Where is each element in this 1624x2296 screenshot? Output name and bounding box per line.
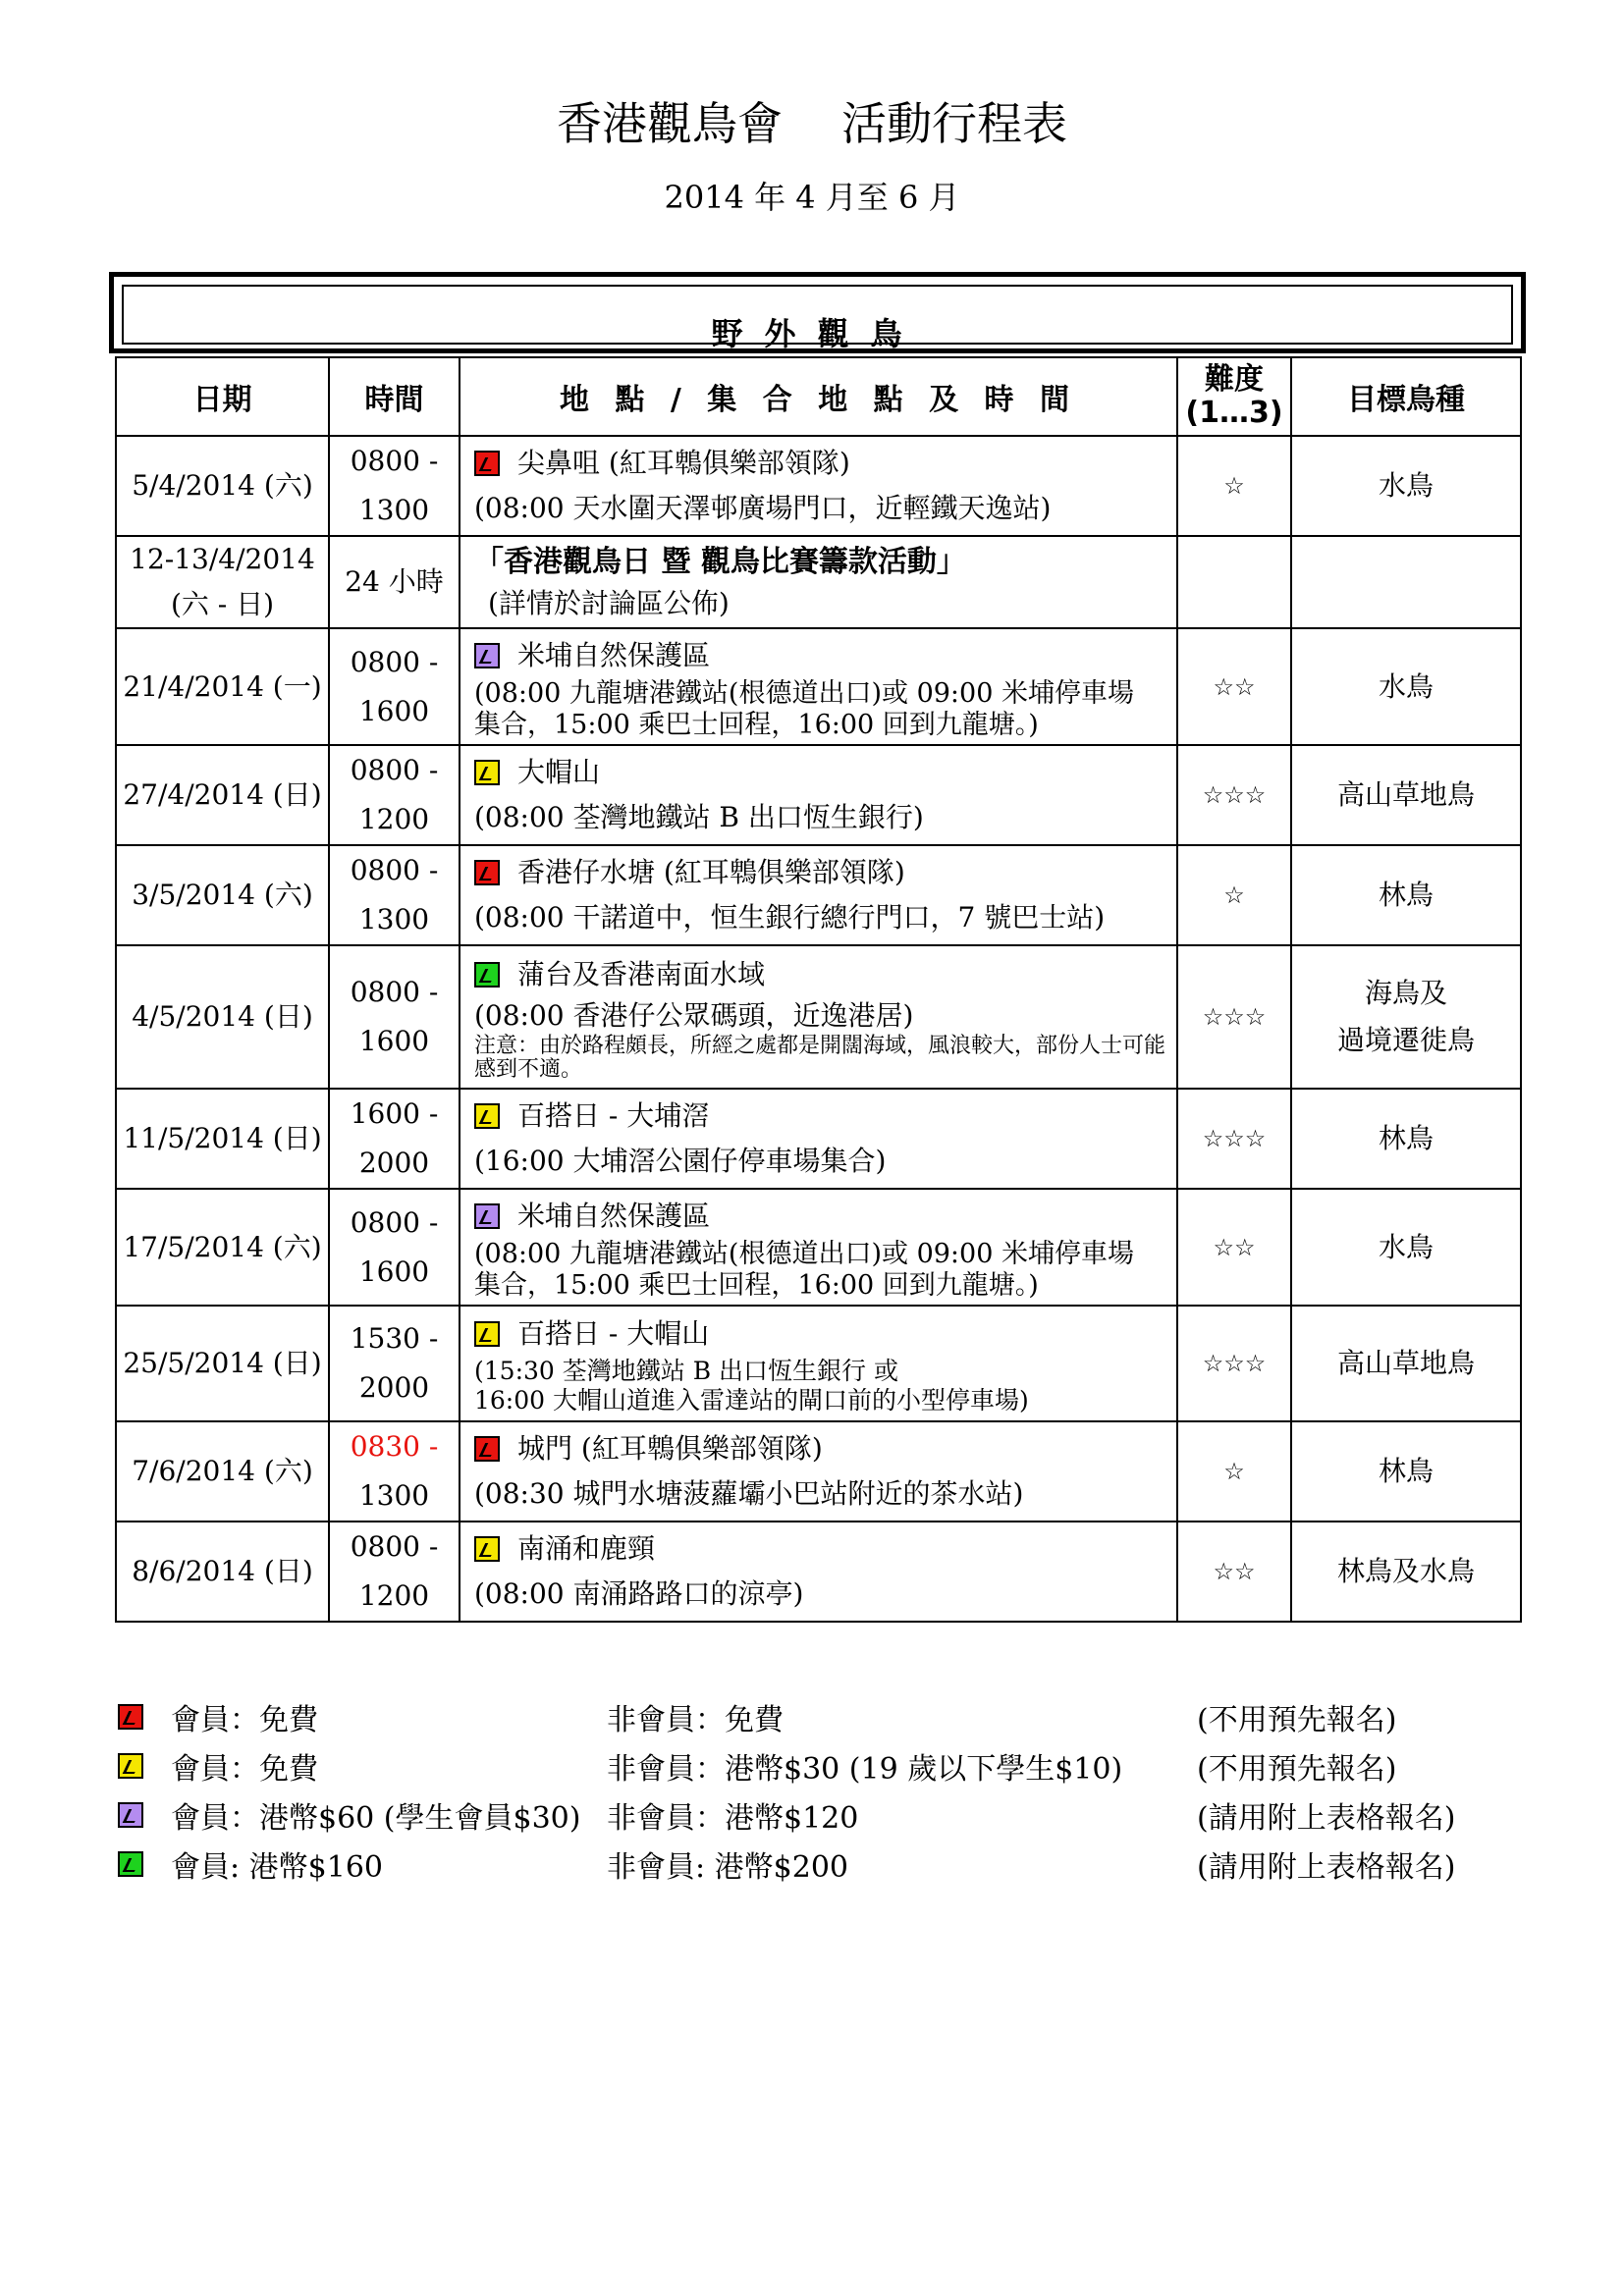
- meeting-point: (08:30 城門水塘菠蘿壩小巴站附近的茶水站): [474, 1477, 1024, 1510]
- row-time: [329, 1522, 460, 1622]
- member-fee: 會員：港幣$60 (學生會員$30): [171, 1801, 581, 1836]
- row-date: 17/5/2014 (六): [116, 1189, 329, 1306]
- col-header-target: 目標鳥種: [1291, 357, 1521, 436]
- row-target: 高山草地鳥: [1291, 745, 1521, 845]
- non-member-fee: 非會員: 港幣$200: [607, 1850, 848, 1885]
- target-line: 海鳥及: [1364, 977, 1447, 1009]
- fee-green-icon: [474, 962, 500, 988]
- registration-note: (請用附上表格報名): [1197, 1850, 1456, 1885]
- member-fee: 會員: 港幣$160: [171, 1850, 383, 1885]
- table-row: [116, 845, 1521, 945]
- target-line: 過境遷徙鳥: [1336, 1024, 1475, 1056]
- table-row: [116, 536, 1521, 628]
- meeting-point: (08:00 荃灣地鐵站 B 出口恆生銀行): [474, 801, 924, 833]
- meeting-point: (15:30 荃灣地鐵站 B 出口恆生銀行 或: [474, 1357, 898, 1385]
- legend-row-purple: [115, 1794, 1529, 1843]
- event-note: (詳情於討論區公佈): [488, 587, 730, 619]
- document-title: 活動行程表: [841, 97, 1067, 150]
- date-days: (六 - 日): [170, 588, 275, 620]
- non-member-fee: 非會員：港幣$120: [607, 1801, 859, 1836]
- table-row: [116, 945, 1521, 1089]
- table-row: [116, 1522, 1521, 1622]
- row-time: [329, 845, 460, 945]
- legend-row-green: [115, 1843, 1529, 1893]
- event-title: 「香港觀鳥日 暨 觀鳥比賽籌款活動」: [474, 545, 966, 579]
- member-fee: 會員：免費: [171, 1703, 318, 1737]
- row-difficulty: ☆☆☆: [1177, 745, 1291, 845]
- row-target: 水鳥: [1291, 628, 1521, 745]
- place-name: 尖鼻咀 (紅耳鵯俱樂部領隊): [517, 447, 850, 479]
- row-time: [329, 1306, 460, 1421]
- place-name: 城門 (紅耳鵯俱樂部領隊): [517, 1432, 823, 1465]
- row-target: 林鳥: [1291, 1421, 1521, 1522]
- row-location: [460, 1089, 1177, 1189]
- time-end: 1300: [358, 494, 430, 526]
- table-header-row: [116, 357, 1521, 436]
- row-time: [329, 1189, 460, 1306]
- col-header-difficulty: [1177, 357, 1291, 436]
- table-row: [116, 436, 1521, 536]
- row-target: [1291, 945, 1521, 1089]
- table-row: [116, 1421, 1521, 1522]
- table-row: [116, 1089, 1521, 1189]
- row-time: [329, 745, 460, 845]
- row-location: [460, 628, 1177, 745]
- fee-legend: [115, 1696, 1529, 1893]
- fee-green-icon: [118, 1851, 143, 1877]
- legend-row-yellow: [115, 1745, 1529, 1794]
- time-end: 2000: [358, 1147, 430, 1179]
- meeting-point: (08:00 香港仔公眾碼頭，近逸港居): [474, 999, 914, 1032]
- row-target: [1291, 536, 1521, 628]
- row-difficulty: ☆☆: [1177, 628, 1291, 745]
- registration-note: (不用預先報名): [1197, 1703, 1397, 1737]
- time-start: 0800 -: [350, 754, 439, 786]
- meeting-point: (08:00 九龍塘港鐵站(根德道出口)或 09:00 米埔停車場集合，15:00 乘巴士回程，16:00 回到九龍塘。): [474, 677, 1134, 740]
- non-member-fee: 非會員：免費: [607, 1703, 784, 1737]
- row-location: [460, 1189, 1177, 1306]
- fee-red-icon: [474, 451, 500, 476]
- row-target: 高山草地鳥: [1291, 1306, 1521, 1421]
- registration-note: (請用附上表格報名): [1197, 1801, 1456, 1836]
- fee-yellow-icon: [474, 760, 500, 785]
- row-date: 8/6/2014 (日): [116, 1522, 329, 1622]
- row-date: 11/5/2014 (日): [116, 1089, 329, 1189]
- row-difficulty: ☆: [1177, 845, 1291, 945]
- place-name: 百搭日 - 大帽山: [517, 1317, 710, 1350]
- fee-red-icon: [474, 860, 500, 885]
- place-name: 百搭日 - 大埔滘: [517, 1099, 710, 1132]
- row-date: 5/4/2014 (六): [116, 436, 329, 536]
- fee-yellow-icon: [474, 1536, 500, 1562]
- time-end: 1600: [358, 1255, 430, 1288]
- place-name: 米埔自然保護區: [517, 638, 711, 671]
- row-target: 水鳥: [1291, 436, 1521, 536]
- non-member-fee: 非會員：港幣$30 (19 歲以下學生$10): [607, 1752, 1123, 1787]
- place-name: 香港仔水塘 (紅耳鵯俱樂部領隊): [517, 856, 905, 888]
- row-date: 4/5/2014 (日): [116, 945, 329, 1089]
- row-target: 林鳥: [1291, 1089, 1521, 1189]
- time-start: 0800 -: [350, 1205, 439, 1239]
- time-end: 1200: [358, 1579, 430, 1612]
- place-name: 南涌和鹿頸: [517, 1532, 656, 1565]
- time-start: 1530 -: [350, 1322, 439, 1355]
- fee-yellow-icon: [474, 1103, 500, 1129]
- row-time: 24 小時: [329, 536, 460, 628]
- row-location: [460, 436, 1177, 536]
- row-location: [460, 1421, 1177, 1522]
- row-location: [460, 1522, 1177, 1622]
- row-difficulty: ☆: [1177, 1421, 1291, 1522]
- org-name: 香港觀鳥會: [557, 97, 783, 150]
- section-banner: [109, 272, 1526, 353]
- time-end: 1300: [358, 903, 430, 935]
- page-title: [0, 88, 1624, 153]
- table-row: [116, 1306, 1521, 1421]
- meeting-point: 16:00 大帽山道進入雷達站的閘口前的小型停車場): [474, 1386, 1029, 1415]
- row-location: [460, 536, 1177, 628]
- row-target: 林鳥及水鳥: [1291, 1522, 1521, 1622]
- place-name: 蒲台及香港南面水域: [517, 958, 766, 990]
- table-row: [116, 628, 1521, 745]
- row-difficulty: [1177, 536, 1291, 628]
- row-target: 水鳥: [1291, 1189, 1521, 1306]
- fee-purple-icon: [474, 1203, 500, 1229]
- time-end: 1600: [358, 1025, 430, 1057]
- time-start: 0800 -: [350, 1530, 439, 1563]
- member-fee: 會員：免費: [171, 1752, 318, 1787]
- schedule-table: [115, 356, 1522, 1623]
- time-start: 0800 -: [350, 445, 439, 477]
- trip-note: 注意：由於路程頗長，所經之處都是開闊海域，風浪較大，部份人士可能感到不適。: [474, 1034, 1166, 1082]
- row-date: [116, 536, 329, 628]
- row-location: [460, 845, 1177, 945]
- time-end: 1300: [358, 1479, 430, 1512]
- meeting-point: (08:00 九龍塘港鐵站(根德道出口)或 09:00 米埔停車場集合，15:00 乘巴士回程，16:00 回到九龍塘。): [474, 1238, 1134, 1301]
- row-time: [329, 628, 460, 745]
- row-difficulty: ☆: [1177, 436, 1291, 536]
- row-date: 3/5/2014 (六): [116, 845, 329, 945]
- time-end: 1600: [358, 694, 430, 727]
- row-time: [329, 436, 460, 536]
- row-location: [460, 745, 1177, 845]
- col-header-date: 日期: [116, 357, 329, 436]
- fee-purple-icon: [118, 1802, 143, 1828]
- time-start: 0830 -: [350, 1430, 439, 1463]
- row-time: [329, 1089, 460, 1189]
- meeting-point: (16:00 大埔滘公園仔停車場集合): [474, 1145, 887, 1177]
- row-time: [329, 1421, 460, 1522]
- time-end: 2000: [358, 1371, 430, 1404]
- time-start: 1600 -: [350, 1097, 439, 1130]
- time-start: 0800 -: [350, 854, 439, 886]
- registration-note: (不用預先報名): [1197, 1752, 1397, 1787]
- row-time: [329, 945, 460, 1089]
- fee-yellow-icon: [118, 1753, 143, 1779]
- legend-row-red: [115, 1696, 1529, 1745]
- row-location: [460, 945, 1177, 1089]
- fee-yellow-icon: [474, 1321, 500, 1347]
- difficulty-scale: (1…3): [1185, 396, 1283, 430]
- meeting-point: (08:00 天水圍天澤邨廣場門口，近輕鐵天逸站): [474, 492, 1052, 524]
- row-difficulty: ☆☆☆: [1177, 1089, 1291, 1189]
- place-name: 米埔自然保護區: [517, 1199, 711, 1232]
- row-date: 27/4/2014 (日): [116, 745, 329, 845]
- time-end: 1200: [358, 803, 430, 835]
- fee-purple-icon: [474, 643, 500, 668]
- row-difficulty: ☆☆☆: [1177, 945, 1291, 1089]
- table-row: [116, 745, 1521, 845]
- difficulty-label: 難度: [1205, 362, 1264, 397]
- fee-red-icon: [474, 1436, 500, 1462]
- time-start: 0800 -: [350, 976, 439, 1008]
- table-row: [116, 1189, 1521, 1306]
- row-date: 25/5/2014 (日): [116, 1306, 329, 1421]
- row-difficulty: ☆☆: [1177, 1189, 1291, 1306]
- row-date: 7/6/2014 (六): [116, 1421, 329, 1522]
- fee-red-icon: [118, 1704, 143, 1730]
- meeting-point: (08:00 南涌路路口的涼亭): [474, 1577, 804, 1610]
- meeting-point: (08:00 干諾道中，恒生銀行總行門口，7 號巴士站): [474, 901, 1106, 934]
- col-header-location: 地 點 / 集 合 地 點 及 時 間: [460, 357, 1177, 436]
- period-subtitle: 2014 年 4 月至 6 月: [664, 179, 960, 216]
- row-difficulty: ☆☆☆: [1177, 1306, 1291, 1421]
- section-title: 野外觀鳥: [711, 315, 924, 352]
- date-range: 12-13/4/2014: [130, 543, 315, 575]
- col-header-time: 時間: [329, 357, 460, 436]
- row-location: [460, 1306, 1177, 1421]
- row-difficulty: ☆☆: [1177, 1522, 1291, 1622]
- row-date: 21/4/2014 (一): [116, 628, 329, 745]
- time-start: 0800 -: [350, 645, 439, 678]
- row-target: 林鳥: [1291, 845, 1521, 945]
- place-name: 大帽山: [517, 756, 601, 788]
